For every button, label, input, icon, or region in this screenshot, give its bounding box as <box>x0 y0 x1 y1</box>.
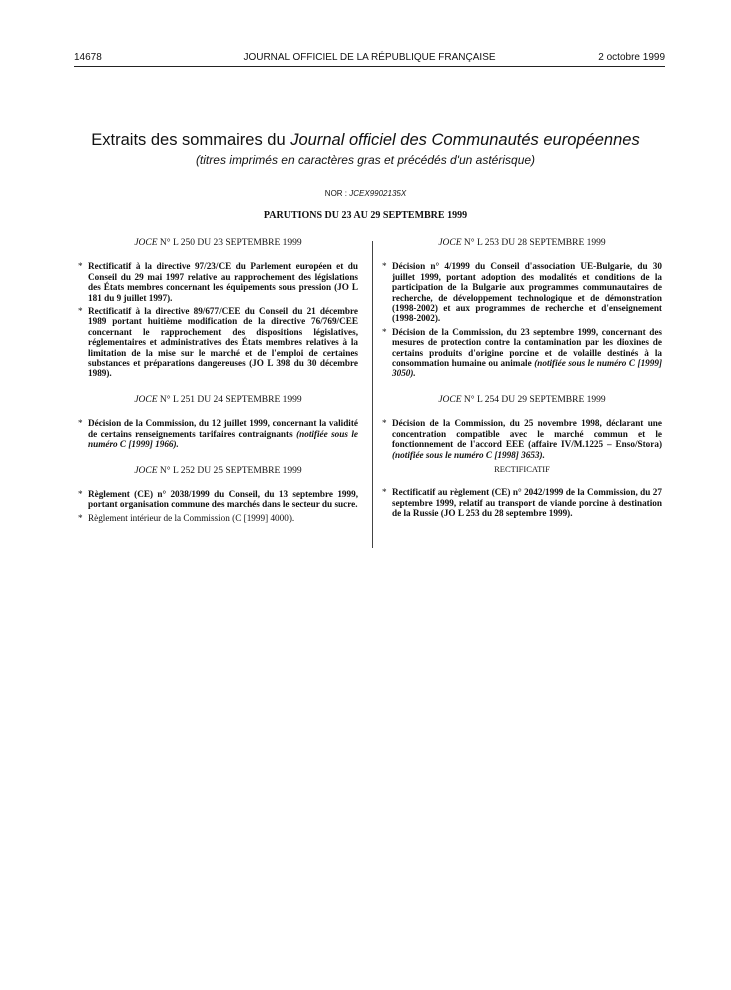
issue-label: N° L 254 DU 29 SEPTEMBRE 1999 <box>461 394 606 405</box>
entry-note: (notifiée sous le numéro C [1998] 3653). <box>392 449 545 460</box>
entry-text: Décision de la Commission, du 23 septembre 1999, concernant des mesures de protection contre la contamination par les dioxines de certains produits d'origine porcine et de volaille destinés à la consommation humaine ou animale <box>392 326 662 369</box>
summary-entry <box>382 261 662 323</box>
issue-label: N° L 251 DU 24 SEPTEMBRE 1999 <box>157 394 302 405</box>
summary-entry <box>78 261 358 303</box>
parutions-heading: PARUTIONS DU 23 AU 29 SEPTEMBRE 1999 <box>263 210 468 221</box>
asterisk-bullet: * <box>78 512 83 523</box>
nor-reference <box>0 189 731 198</box>
header-rule <box>74 66 665 67</box>
column-divider <box>372 241 373 548</box>
document-title <box>0 131 731 150</box>
summary-entry <box>78 418 358 449</box>
section-title <box>382 395 662 405</box>
nor-code: JCEX9902135X <box>349 189 407 198</box>
left-column <box>78 238 358 526</box>
title-prefix: Extraits des sommaires du <box>91 131 291 149</box>
entry-text: Décision n° 4/1999 du Conseil d'association UE-Bulgarie, du 30 juillet 1999, portant adoption des modalités et conditions de la participation de la Bulgarie aux programmes communautaires de recherche, de développement technologique et de démonstration (1998-2002) et aux programmes de recherche et d'enseignement (1998-2002). <box>392 261 662 324</box>
joce-label: JOCE <box>438 238 462 248</box>
section-title <box>78 466 358 476</box>
entry-text: Règlement intérieur de la Commission (C [1999] 4000). <box>88 512 295 523</box>
section-spacer <box>78 453 358 466</box>
summary-entry <box>382 327 662 379</box>
joce-label: JOCE <box>134 394 158 405</box>
right-column <box>382 238 662 522</box>
issue-label: N° L 252 DU 25 SEPTEMBRE 1999 <box>157 465 302 476</box>
section-spacer <box>382 382 662 395</box>
entry-text: Rectificatif à la directive 97/23/CE du Parlement européen et du Conseil du 29 mai 1997 relative au rapprochement des législations des États membres concernant les équipements sous pression (JO L 181 du 9 juillet 1997). <box>88 261 358 303</box>
summary-entry <box>382 418 662 460</box>
asterisk-bullet: * <box>78 418 83 429</box>
entry-note: (notifiée sous le numéro C [1999] 1966). <box>88 428 358 450</box>
entry-text: Règlement (CE) n° 2038/1999 du Conseil, du 13 septembre 1999, portant organisation commune des marchés dans le secteur du sucre. <box>88 488 358 510</box>
entry-note: (notifiée sous le numéro C [1999] 3050). <box>392 358 662 379</box>
nor-label: NOR : <box>324 189 350 198</box>
issue-label: N° L 253 DU 28 SEPTEMBRE 1999 <box>461 238 606 248</box>
issue-label: N° L 250 DU 23 SEPTEMBRE 1999 <box>157 238 302 248</box>
asterisk-bullet: * <box>382 487 387 498</box>
summary-entry <box>78 513 358 523</box>
asterisk-bullet: * <box>382 418 387 429</box>
entry-text: Rectificatif à la directive 89/677/CEE du Conseil du 21 décembre 1989 portant huitième modification de la directive 76/769/CEE concernant le rapprochement des dispositions législatives, réglementaires et administratives des États membres relatives à la limitation de la mise sur le marché et de l'emploi de certaines substances et préparations dangereuses (JO L 398 du 30 décembre 1989). <box>88 306 358 379</box>
entry-text: Décision de la Commission, du 25 novembre 1998, déclarant une concentration compatible avec le marché commun et le fonctionnement de l'accord EEE (affaire IV/M.1225 – Enso/Stora) <box>392 418 662 450</box>
page-number: 14678 <box>74 52 102 63</box>
title-italic: Journal officiel des Communautés européennes <box>290 131 640 149</box>
document-subtitle: (titres imprimés en caractères gras et précédés d'un astérisque) <box>195 153 536 167</box>
rectificatif-heading: RECTIFICATIF <box>494 463 550 474</box>
section-title <box>78 238 358 248</box>
section-spacer <box>78 382 358 395</box>
joce-label: JOCE <box>438 394 462 405</box>
issue-date: 2 octobre 1999 <box>598 52 665 63</box>
summary-entry <box>78 489 358 510</box>
entry-text: Décision de la Commission, du 12 juillet 1999, concernant la validité de certains renseignements tarifaires contraignants <box>88 418 358 439</box>
summary-entry <box>382 487 662 518</box>
summary-entry <box>78 306 358 379</box>
asterisk-bullet: * <box>382 326 387 337</box>
section-title <box>78 395 358 405</box>
asterisk-bullet: * <box>78 488 83 499</box>
entry-text: Rectificatif au règlement (CE) n° 2042/1999 de la Commission, du 27 septembre 1999, relatif au transport de viande porcine à destination de la Russie (JO L 253 du 28 septembre 1999). <box>392 487 662 519</box>
journal-title: JOURNAL OFFICIEL DE LA RÉPUBLIQUE FRANÇAISE <box>243 52 496 63</box>
joce-label: JOCE <box>134 465 158 476</box>
asterisk-bullet: * <box>78 261 83 272</box>
section-title <box>382 238 662 248</box>
joce-label: JOCE <box>134 238 158 248</box>
asterisk-bullet: * <box>78 306 83 317</box>
asterisk-bullet: * <box>382 261 387 272</box>
